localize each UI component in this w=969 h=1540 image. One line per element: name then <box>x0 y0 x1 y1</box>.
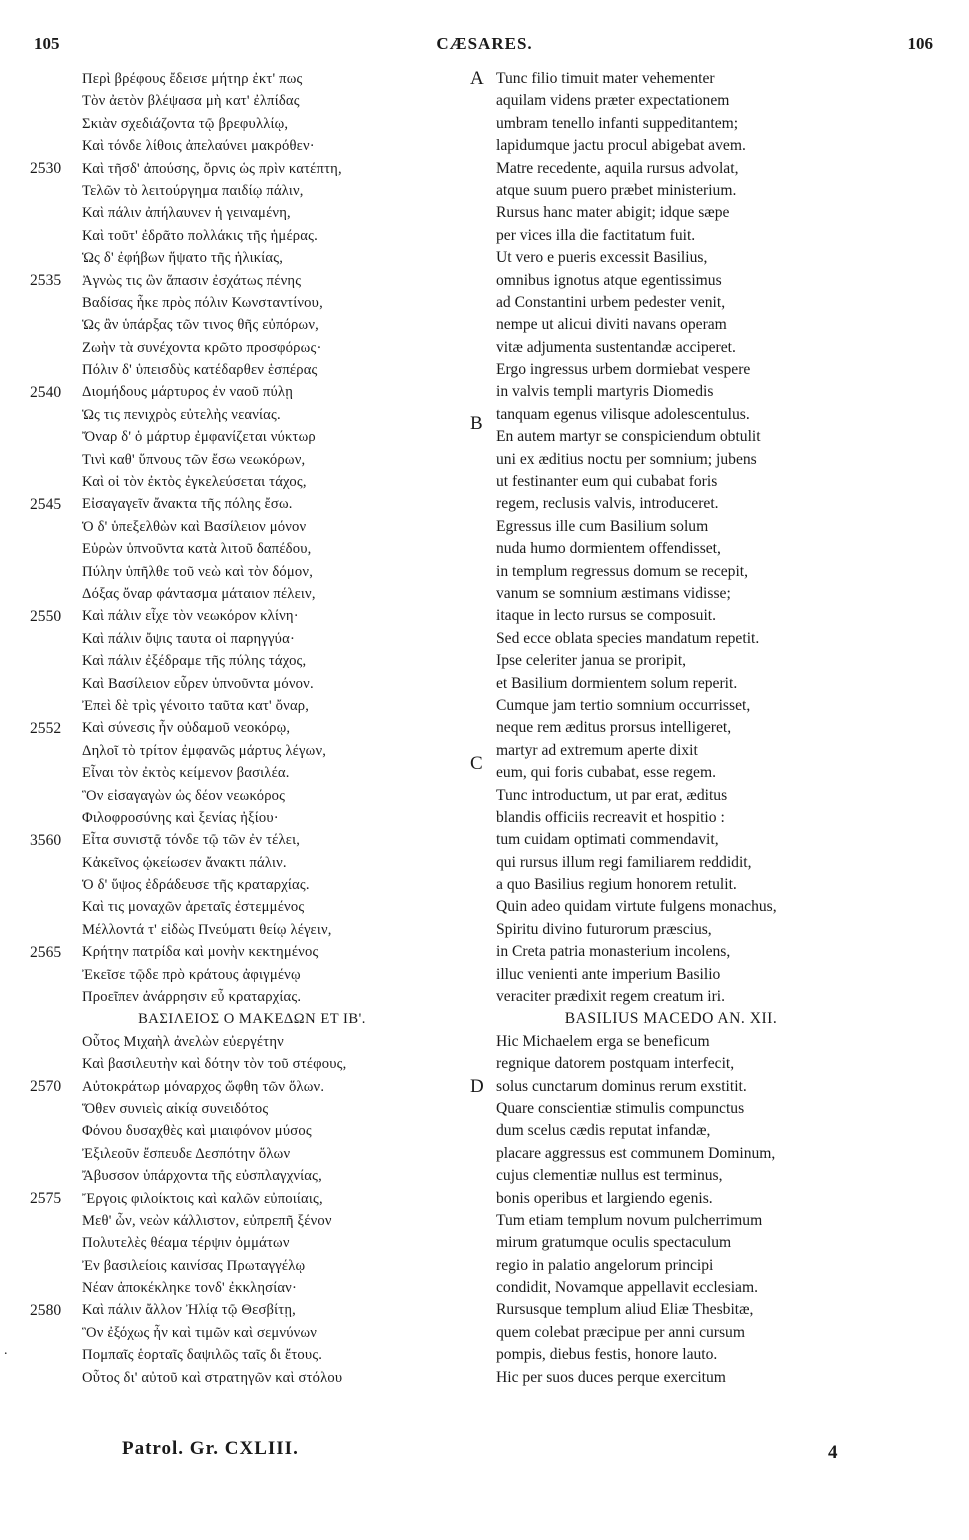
verse-number: 2552 <box>30 719 62 737</box>
latin-line: Spiritu divino futurorum præscius, <box>496 920 712 938</box>
greek-line: Φιλοφροσύνης καὶ ξενίας ἠξίου· <box>82 809 279 826</box>
latin-line: nempe ut alicui diviti navans operam <box>496 316 727 334</box>
greek-line: Πομπαῖς ἑορταῖς δαψιλῶς ταῖς δι ἔτους. <box>82 1347 323 1364</box>
greek-line: Κρήτην πατρίδα καὶ μονὴν κεκτημένος <box>82 944 319 961</box>
verse-number: 2570 <box>30 1078 62 1095</box>
greek-line: Καὶ σύνεσις ἦν οὐδαμοῦ νεοκόρῳ, <box>82 720 291 737</box>
greek-line: Ἔργοις φιλοίκτοις καὶ καλῶν εὐποιίαις, <box>82 1190 323 1207</box>
latin-line: qui rursus illum regi familiarem reddidit, <box>496 853 752 871</box>
greek-line: Καὶ τοῦτ' ἐδρᾶτο πολλάκις τῆς ἡμέρας. <box>82 227 318 244</box>
greek-line: Νέαν ἀποκέκληκε τονδ' ἐκκλησίαν· <box>82 1280 298 1297</box>
latin-line: illuc venienti ante imperium Basilio <box>496 965 721 983</box>
greek-line: Τὸν ἀετὸν βλέψασα μὴ κατ' ἐλπίδας <box>82 93 300 110</box>
greek-line: Διομήδους μάρτυρος ἐν ναοῦ πύλῃ <box>82 384 294 401</box>
latin-line: Egressus ille cum Basilium solum <box>496 517 709 535</box>
greek-line: Καὶ πάλιν ὄψις ταυτα οἱ παρηγγύα· <box>82 630 296 647</box>
latin-line: umbram tenello infanti suppeditantem; <box>496 114 739 132</box>
verse-number: 2565 <box>30 943 62 961</box>
latin-line: ad Constantini urbem pedester venit, <box>496 293 726 311</box>
greek-line: Πύλην ὑπῆλθε τοῦ νεὼ καὶ τὸν δόμον, <box>82 563 314 580</box>
greek-line: Ζωὴν τὰ συνέχοντα κρῶτο προσφόρως· <box>82 339 322 356</box>
latin-line: regem, reclusis valvis, introduceret. <box>496 495 719 513</box>
greek-line: Ὃν ἐξόχως ἦν καὶ τιμῶν καὶ σεμνύνων <box>82 1324 318 1341</box>
greek-line: Σκιὰν σχεδιάζοντα τῷ βρεφυλλίῳ, <box>82 115 289 132</box>
latin-line: atque suum puero præbet ministerium. <box>496 181 737 199</box>
left-page-number: 105 <box>34 34 60 53</box>
greek-line: Ὡς δ' ἐφήβων ἥψατο τῆς ἡλικίας, <box>82 250 284 267</box>
greek-line: Δηλοῖ τὸ τρίτον ἐμφανῶς μάρτυς λέγων, <box>82 742 327 759</box>
greek-line: Ὃν εἰσαγαγὼν ὡς δέον νεωκόρος <box>82 787 286 804</box>
greek-line: Εὑρὼν ὑπνοῦντα κατὰ λιτοῦ δαπέδου, <box>82 541 312 558</box>
greek-line: Ἐπεὶ δὲ τρὶς γένοιτο ταῦτα κατ' ὄναρ, <box>82 697 310 714</box>
greek-line: Ὁ δ' ὕψος ἐδράδευσε τῆς κραταρχίας. <box>82 877 310 894</box>
latin-section-heading: BASILIUS MACEDO AN. XII. <box>564 1010 778 1028</box>
greek-line: Τινὶ καθ' ὕπνους τῶν ἔσω νεωκόρων, <box>82 451 306 468</box>
greek-line: Ὅθεν συνιεὶς αἰκίᾳ συνειδότος <box>82 1100 269 1117</box>
latin-line: cujus clementiæ nullus est terminus, <box>496 1167 723 1185</box>
running-header <box>0 34 969 58</box>
latin-line: pompis, diebus festis, honore lauto. <box>496 1346 718 1364</box>
latin-line: placare aggressus est communem Dominum, <box>496 1144 776 1162</box>
latin-line: tum cuidam optimati commendavit, <box>496 831 719 849</box>
latin-line: dum scelus cædis reputat infandæ, <box>496 1122 711 1140</box>
latin-line: et Basilium dormientem solum reperit. <box>496 674 738 692</box>
latin-text-column <box>496 68 936 1389</box>
greek-line: Ὁ δ' ὑπεξελθὼν καὶ Βασίλειον μόνον <box>82 518 307 535</box>
greek-line: Πολυτελὲς θέαμα τέρψιν ὀμμάτων <box>82 1235 290 1252</box>
latin-line: uni ex æditius noctu per somnium; jubens <box>496 450 757 468</box>
latin-line: in templum regressus domum se recepit, <box>496 562 749 580</box>
greek-line: Ὡς ἂν ὑπάρξας τῶν τινος θῆς εὐπόρων, <box>82 317 319 334</box>
greek-line: Οὗτος Μιχαὴλ ἀνελὼν εὐεργέτην <box>82 1033 284 1050</box>
verse-number: 2545 <box>30 495 62 513</box>
latin-line: Ut vero e pueris excessit Basilius, <box>496 249 708 267</box>
latin-line: tanquam egenus vilisque adolescentulus. <box>496 405 750 423</box>
verse-number: 2540 <box>30 383 62 401</box>
latin-line: a quo Basilius regium honorem retulit. <box>496 876 737 894</box>
latin-line: En autem martyr se conspiciendum obtulit <box>496 428 761 446</box>
greek-section-heading: ΒΑΣΙΛΕΙΟΣ Ο ΜΑΚΕΔΩΝ ΕΤ ΙΒ'. <box>138 1011 366 1028</box>
latin-line: in valvis templi martyris Diomedis <box>496 383 714 401</box>
latin-line: martyr ad extremum aperte dixit <box>496 741 698 759</box>
greek-line: Καὶ πάλιν εἶχε τὸν νεωκόρον κλίνη· <box>82 608 299 625</box>
greek-line: Ἐν βασιλείοις καινίσας Πρωταγγέλῳ <box>82 1257 306 1274</box>
greek-line: Ὄναρ δ' ὁ μάρτυρ ἐμφανίζεται νύκτωρ <box>82 429 316 446</box>
greek-line: Ἄβυσσον ὑπάρχοντα τῆς εὐσπλαγχνίας, <box>82 1168 322 1185</box>
greek-line: Ἐκεῖσε τῷδε πρὸ κράτους ἀφιγμένῳ <box>82 966 301 983</box>
verse-number: 2530 <box>30 159 62 177</box>
latin-line: Quare conscientiæ stimulis compunctus <box>496 1099 745 1117</box>
latin-line: Rursusque templum aliud Eliæ Thesbitæ, <box>496 1301 754 1319</box>
right-page-number: 106 <box>907 34 933 53</box>
latin-line: Cumque jam tertio somnium occurrisset, <box>496 696 751 714</box>
greek-line: Τελῶν τὸ λειτούργημα παιδίῳ πάλιν, <box>82 182 304 199</box>
latin-line: in Creta patria monasterium incolens, <box>496 943 731 961</box>
margin-letter: C <box>470 753 483 775</box>
margin-letter: B <box>470 412 483 434</box>
latin-line: veraciter prædixit regem creatum iri. <box>496 988 726 1006</box>
greek-line: Κἀκεῖνος ᾠκείωσεν ἄνακτι πάλιν. <box>82 854 287 871</box>
verse-number: 2575 <box>30 1190 62 1207</box>
latin-line: mirum gratumque oculis spectaculum <box>496 1234 732 1252</box>
latin-line: regnique datorem postquam interfecit, <box>496 1055 735 1073</box>
greek-line: Καὶ τις μοναχῶν ἀρεταῖς ἐστεμμένος <box>82 899 305 916</box>
latin-line: Ergo ingressus urbem dormiebat vespere <box>496 361 751 379</box>
latin-line: condidit, Novamque appellavit ecclesiam. <box>496 1279 758 1297</box>
running-title: CÆSARES. <box>436 34 533 53</box>
latin-line: omnibus ignotus atque egentissimus <box>496 271 722 289</box>
greek-line: Οὗτος δι' αὐτοῦ καὶ στρατηγῶν καὶ στόλου <box>82 1369 343 1386</box>
latin-line: Rursus hanc mater abigit; idque sæpe <box>496 204 730 222</box>
latin-line: blandis officiis recreavit et hospitio : <box>496 808 725 826</box>
latin-line: Tunc filio timuit mater vehementer <box>496 70 715 87</box>
greek-line: Περὶ βρέφους ἔδεισε μήτηρ ἐκτ' πως <box>82 71 303 87</box>
latin-line: regio in palatio angelorum principi <box>496 1256 714 1274</box>
greek-line: Δόξας ὄναρ φάντασμα μάταιον πέλειν, <box>82 585 316 602</box>
latin-line: bonis operibus et largiendo egenis. <box>496 1189 713 1207</box>
latin-line: nuda humo dormientem offendisset, <box>496 540 721 558</box>
greek-line: Μέλλοντά τ' εἰδὼς Πνεύματι θείῳ λέγειν, <box>82 921 332 938</box>
greek-line: Πόλιν δ' ὑπεισδὺς κατέδαρθεν ἑσπέρας <box>82 362 318 379</box>
latin-line: Matre recedente, aquila rursus advolat, <box>496 159 739 177</box>
greek-line: Εἶτα συνιστᾷ τόνδε τῷ τῶν ἐν τέλει, <box>82 832 301 849</box>
latin-line: vanum se somnium æstimans vidisse; <box>496 584 731 602</box>
latin-line: ut festinanter eum qui cubabat foris <box>496 473 718 491</box>
margin-mark: . <box>4 1343 8 1358</box>
greek-line: Ὡς τις πενιχρὸς εὐτελὴς νεανίας. <box>82 406 281 423</box>
verse-number: 2535 <box>30 271 62 289</box>
margin-letter: D <box>470 1076 484 1097</box>
verse-number: 2580 <box>30 1302 62 1319</box>
latin-line: itaque in lecto rursus se composuit. <box>496 607 717 625</box>
latin-line: Ipse celeriter janua se proripit, <box>496 652 687 670</box>
greek-line: Βαδίσας ἧκε πρὸς πόλιν Κωνσταντίνου, <box>82 294 323 311</box>
latin-line: Tunc introductum, ut par erat, æditus <box>496 786 728 804</box>
latin-line: per vices illa die factitatum fuit. <box>496 226 696 244</box>
greek-line: Μεθ' ὧν, νεὼν κάλλιστον, εὐπρεπῆ ξένον <box>82 1212 332 1229</box>
footer-signature: Patrol. Gr. CXLIII. <box>122 1438 299 1459</box>
greek-line: Καὶ τόνδε λίθοις ἀπελαύνει μακρόθεν· <box>82 138 315 155</box>
latin-line: solus cunctarum dominus rerum exstitit. <box>496 1077 747 1095</box>
footer-gathering-mark: 4 <box>828 1442 838 1463</box>
greek-line: Εἶναι τὸν ἐκτὸς κείμενον βασιλέα. <box>82 765 290 782</box>
greek-line: Ἐξιλεοῦν ἔσπευδε Δεσπότην ὅλων <box>82 1145 291 1162</box>
verse-number: 2550 <box>30 607 62 625</box>
greek-line: Φόνου δυσαχθὲς καὶ μιαιφόνον μύσος <box>82 1123 312 1140</box>
greek-line: Ἀγνὼς τις ὢν ἅπασιν ἐσχάτως πένης <box>82 272 302 289</box>
latin-line: vitæ adjumenta sustentandæ acciperet. <box>496 338 736 356</box>
greek-line: Καὶ πάλιν ἀπήλαυνεν ἡ γειναμένη, <box>82 205 291 222</box>
margin-letter: A <box>470 68 484 89</box>
greek-line: Προεῖπεν ἀνάρρησιν εὖ κραταρχίας. <box>82 989 302 1006</box>
greek-line: Καὶ πάλιν ἄλλον Ἠλίᾳ τῷ Θεσβίτῃ, <box>82 1302 297 1319</box>
latin-line: aquilam videns præter expectationem <box>496 92 730 110</box>
greek-line: Καὶ πάλιν ἐξέδραμε τῆς πύλης τάχος, <box>82 653 307 670</box>
latin-line: Hic Michaelem erga se beneficum <box>496 1032 710 1050</box>
latin-line: quem colebat præcipue per anni cursum <box>496 1323 745 1341</box>
latin-line: Tum etiam templum novum pulcherrimum <box>496 1211 763 1229</box>
greek-line: Καὶ Βασίλειον εὗρεν ὑπνοῦντα μόνον. <box>82 675 314 692</box>
latin-line: neque rem æditus prorsus intelligeret, <box>496 719 732 737</box>
greek-text-column <box>82 68 452 1389</box>
greek-line: Καὶ οἱ τὸν ἐκτὸς ἐγκελεύσεται τάχος, <box>82 474 307 491</box>
greek-line: Αὐτοκράτωρ μόναρχος ὤφθη τῶν ὅλων. <box>82 1078 325 1095</box>
greek-line: Εἰσαγαγεῖν ἄνακτα τῆς πόλης ἔσω. <box>82 496 293 513</box>
latin-line: lapidumque jactu procul abigebat avem. <box>496 137 746 155</box>
latin-line: Sed ecce oblata species mandatum repetit. <box>496 629 760 647</box>
verse-number: 3560 <box>30 831 62 849</box>
greek-line: Καὶ τῆσδ' ἀπούσης, ὄρνις ὡς πρὶν κατέπτη, <box>82 160 342 177</box>
latin-line: Quin adeo quidam virtute fulgens monachus, <box>496 898 777 916</box>
greek-line: Καὶ βασιλευτὴν καὶ δότην τὸν τοῦ στέφους, <box>82 1056 347 1073</box>
latin-line: Hic per suos duces perque exercitum <box>496 1368 726 1386</box>
latin-line: eum, qui foris cubabat, esse regem. <box>496 764 716 782</box>
